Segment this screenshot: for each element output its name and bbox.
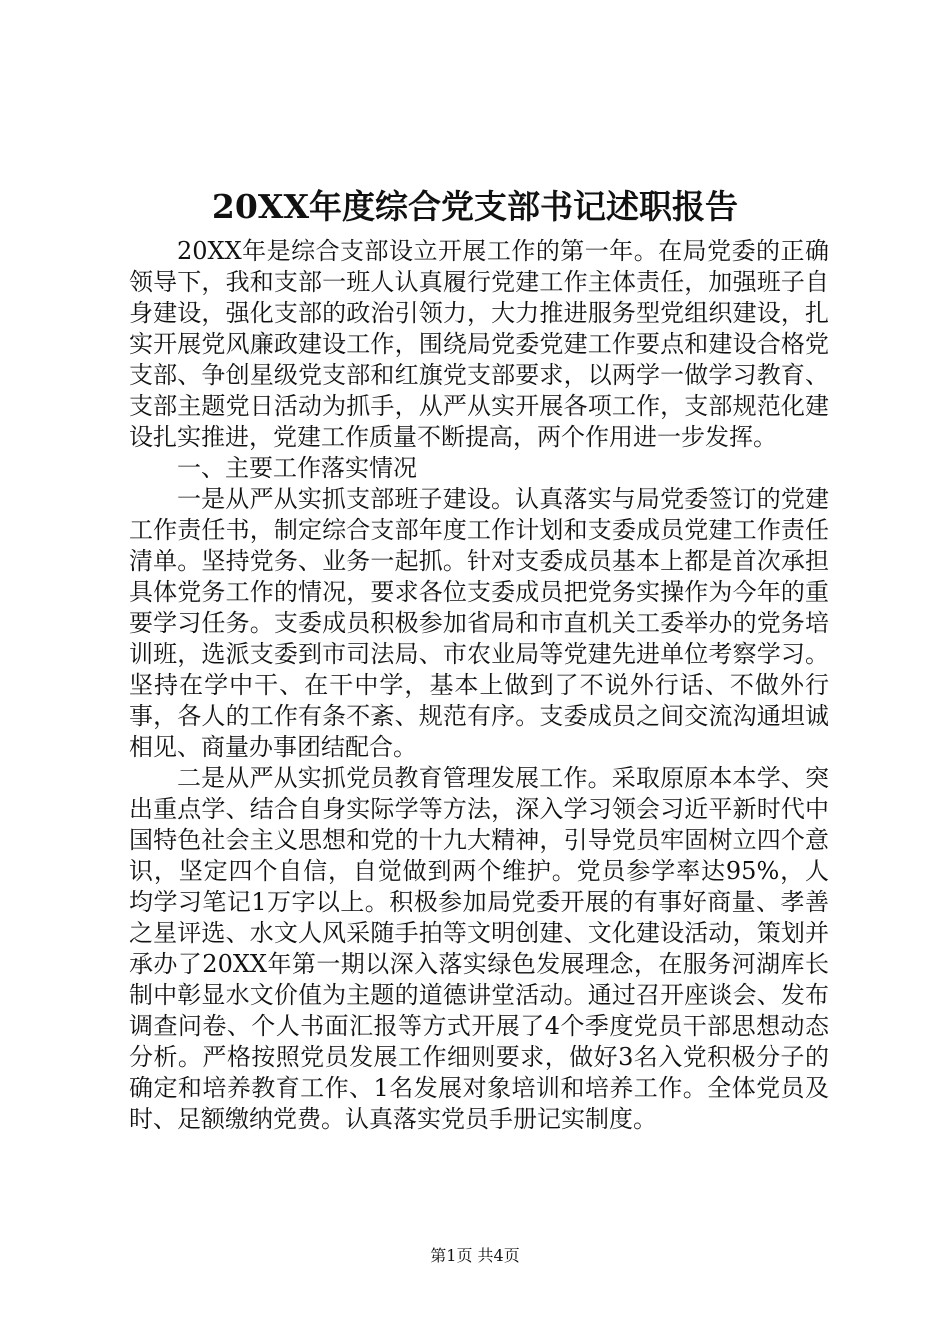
section-heading: 一、主要工作落实情况: [177, 454, 417, 482]
paragraph-second-point: 二是从严从实抓党员教育管理发展工作。采取原原本本学、突出重点学、结合自身实际学等方法，深入学习领会习近平新时代中国特色社会主义思想和党的十九大精神，引导党员牢固树立四个意识，坚定四个自信，自觉做到两个维护。党员参学率达95%，人均学习笔记1万字以上。积极参加局党委开展的有事好商量、孝善之星评选、水文人风采随手拍等文明创建、文化建设活动，策划并承办了20XX年第一期以深入落实绿色发展理念，在服务河湖库长制中彰显水文价值为主题的道德讲堂活动。通过召开座谈会、发布调查问卷、个人书面汇报等方式开展了4个季度党员干部思想动态分析。严格按照党员发展工作细则要求，做好3名入党积极分子的确定和培养教育工作、1名发展对象培训和培养工作。全体党员及时、足额缴纳党费。认真落实党员手册记实制度。: [129, 764, 829, 1133]
document-title: 20XX年度综合党支部书记述职报告: [211, 187, 739, 226]
document-body: [129, 236, 829, 1135]
paragraph-intro: 20XX年是综合支部设立开展工作的第一年。在局党委的正确领导下，我和支部一班人认真履行党建工作主体责任，加强班子自身建设，强化支部的政治引领力，大力推进服务型党组织建设，扎实开展党风廉政建设工作，围绕局党委党建工作要点和建设合格党支部、争创星级党支部和红旗党支部要求，以两学一做学习教育、支部主题党日活动为抓手，从严从实开展各项工作，支部规范化建设扎实推进，党建工作质量不断提高，两个作用进一步发挥。: [129, 237, 829, 451]
paragraph-first-point: 一是从严从实抓支部班子建设。认真落实与局党委签订的党建工作责任书，制定综合支部年度工作计划和支委成员党建工作责任清单。坚持党务、业务一起抓。针对支委成员基本上都是首次承担具体党务工作的情况，要求各位支委成员把党务实操作为今年的重要学习任务。支委成员积极参加省局和市直机关工委举办的党务培训班，选派支委到市司法局、市农业局等党建先进单位考察学习。坚持在学中干、在干中学，基本上做到了不说外行话、不做外行事，各人的工作有条不紊、规范有序。支委成员之间交流沟通坦诚相见、商量办事团结配合。: [129, 485, 829, 761]
page-number-footer: 第1页 共4页: [430, 1246, 520, 1265]
